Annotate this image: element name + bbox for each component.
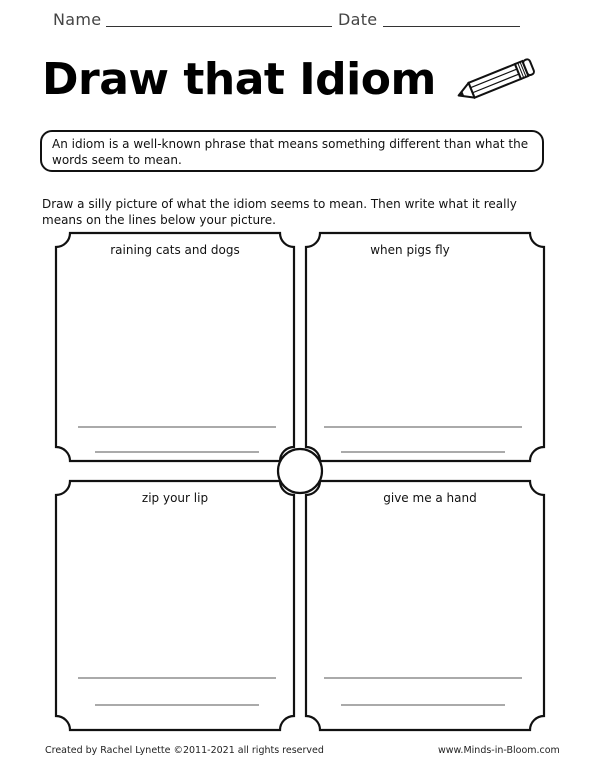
definition-text: An idiom is a well-known phrase that means something different than what the words seem to mean. (52, 137, 529, 167)
name-label: Name (53, 10, 102, 29)
page-title: Draw that Idiom (42, 54, 436, 105)
panel-label-4: give me a hand (383, 491, 477, 505)
footer-credit: Created by Rachel Lynette ©2011-2021 all rights reserved (45, 745, 324, 756)
panel-frame-3 (56, 481, 294, 730)
instructions-text: Draw a silly picture of what the idiom seems to mean. Then write what it really means on the lines below your picture. (42, 197, 517, 227)
center-circle (278, 449, 322, 493)
panel-label-3: zip your lip (141, 491, 209, 505)
panel-label-2: when pigs fly (370, 243, 450, 257)
panel-frame-4 (306, 481, 544, 730)
date-label: Date (338, 10, 378, 29)
footer-website: www.Minds-in-Bloom.com (438, 745, 560, 756)
panel-label-1: raining cats and dogs (110, 243, 240, 257)
